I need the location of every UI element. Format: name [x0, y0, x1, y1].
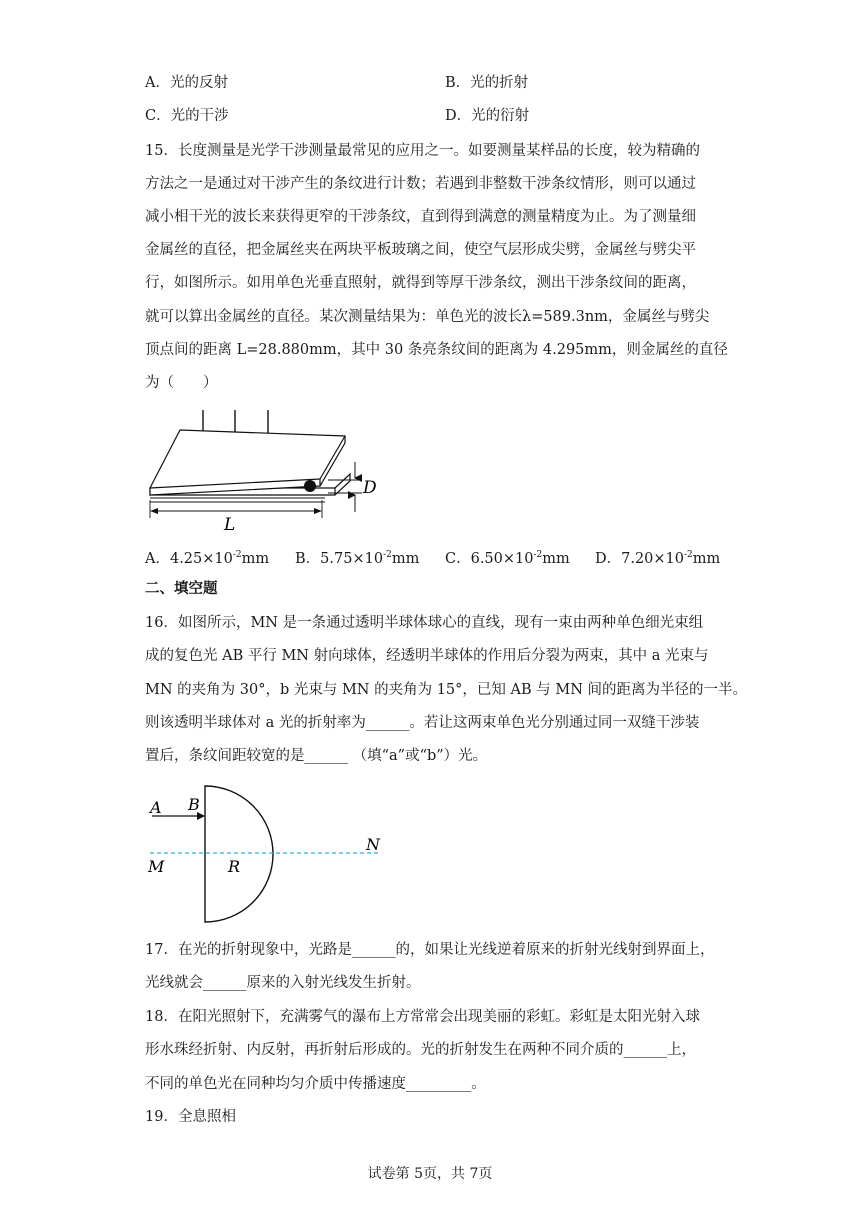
q17-line: 光线就会______原来的入射光线发生折射。 — [145, 975, 421, 991]
hemisphere-figure — [140, 780, 400, 930]
q16-line: MN 的夹角为 30°，b 光束与 MN 的夹角为 15°，已知 AB 与 MN 间的距离为半径的一半。 — [145, 682, 748, 698]
option-c: C．光的干涉 — [145, 108, 229, 124]
label-b: B — [188, 795, 200, 814]
q18-line: 形水珠经折射、内反射，再折射后形成的。光的折射发生在两种不同介质的______上， — [145, 1042, 696, 1058]
q16-line: 置后，条纹间距较宽的是______ （填“a”或“b”）光。 — [145, 748, 488, 764]
q15-line: 15．长度测量是光学干涉测量最常见的应用之一。如要测量某样品的长度，较为精确的 — [145, 143, 700, 159]
q15-option-d: D．$7.20\times 10^{-2}mm$ — [595, 550, 721, 567]
option-a: A．光的反射 — [145, 75, 228, 91]
q16-line: 则该透明半球体对 a 光的折射率为______。若让这两束单色光分别通过同一双缝干涉装 — [145, 715, 700, 731]
label-m: M — [148, 857, 165, 876]
q15-line: 方法之一是通过对干涉产生的条纹进行计数；若遇到非整数干涉条纹情形，则可以通过 — [145, 176, 696, 192]
q15-option-b: B．$5.75\times 10^{-2}mm$ — [295, 550, 420, 567]
label-r: R — [228, 857, 241, 876]
section-heading: 二、填空题 — [145, 580, 218, 597]
label-d: D — [363, 478, 377, 498]
q15-line: 减小相干光的波长来获得更窄的干涉条纹，直到得到满意的测量精度为止。为了测量细 — [145, 209, 696, 225]
page-footer: 试卷第 5页，共 7页 — [367, 1166, 493, 1182]
q15-line: 顶点间的距离 L=28.880mm，其中 30 条亮条纹间的距离为 4.295mm，则金属丝的直径 — [145, 342, 728, 358]
q16-line: 16．如图所示，MN 是一条通过透明半球体球心的直线，现有一束由两种单色细光束组 — [145, 615, 704, 631]
option-b: B．光的折射 — [445, 75, 529, 91]
q17-line: 17．在光的折射现象中，光路是______的，如果让光线逆着原来的折射光线射到界面上， — [145, 942, 715, 958]
q15-line: 就可以算出金属丝的直径。某次测量结果为：单色光的波长λ=589.3nm，金属丝与劈尖 — [145, 309, 710, 325]
label-a: A — [150, 798, 162, 817]
label-l: L — [224, 515, 236, 535]
q15-line: 为（ ） — [145, 375, 218, 391]
q15-line: 金属丝的直径，把金属丝夹在两块平板玻璃之间，使空气层形成尖劈，金属丝与劈尖平 — [145, 242, 696, 258]
q15-option-c: C．$6.50\times 10^{-2}mm$ — [445, 550, 570, 567]
q15-option-a: A．$4.25\times 10^{-2}mm$ — [145, 550, 270, 567]
q16-line: 成的复色光 AB 平行 MN 射向球体，经透明半球体的作用后分裂为两束，其中 a 光束与 — [145, 648, 709, 664]
q19-title: 19．全息照相 — [145, 1109, 236, 1125]
label-n: N — [366, 835, 380, 854]
air-wedge-figure — [140, 400, 400, 535]
q18-line: 18．在阳光照射下，充满雾气的瀑布上方常常会出现美丽的彩虹。彩虹是太阳光射入球 — [145, 1009, 700, 1025]
q15-line: 行，如图所示。如用单色光垂直照射，就得到等厚干涉条纹，测出干涉条纹间的距离， — [145, 275, 696, 291]
q18-line: 不同的单色光在同种均匀介质中传播速度_________。 — [145, 1076, 486, 1092]
metal-wire — [304, 480, 316, 492]
option-d: D．光的衍射 — [445, 108, 530, 124]
